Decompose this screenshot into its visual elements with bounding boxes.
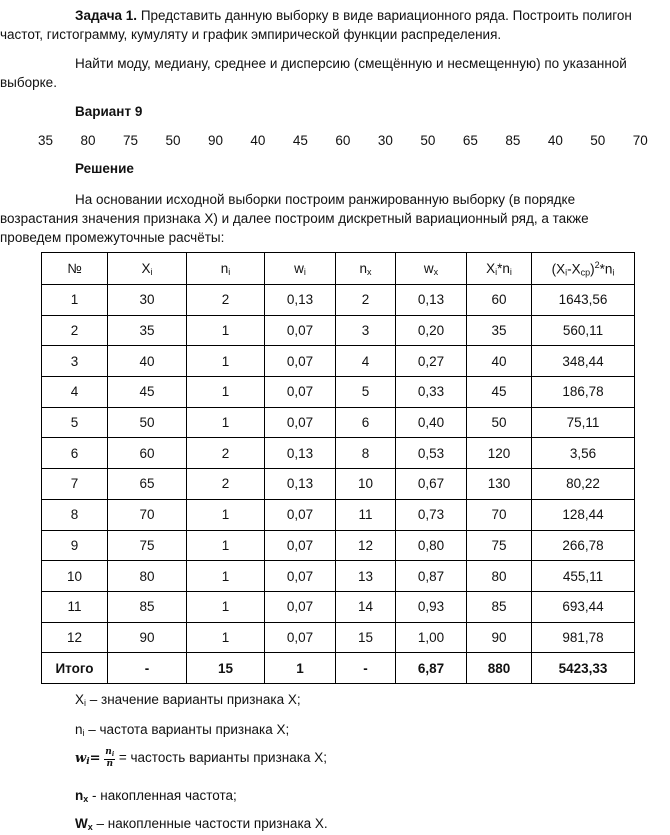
- table-cell: 75: [467, 530, 532, 561]
- sample-value: 65: [462, 133, 478, 148]
- table-cell: 1: [187, 561, 265, 592]
- table-cell: 0,07: [265, 407, 336, 438]
- total-cell: Итого: [42, 653, 108, 684]
- table-cell: 1: [187, 346, 265, 377]
- sample-value: 50: [165, 133, 181, 148]
- table-row: [42, 499, 635, 530]
- table-cell: 1: [187, 530, 265, 561]
- table-cell: 1: [187, 591, 265, 622]
- table-cell: 75,11: [532, 407, 635, 438]
- table-cell: 5: [42, 407, 108, 438]
- table-cell: 0,07: [265, 561, 336, 592]
- table-cell: 80,22: [532, 469, 635, 500]
- table-row: [42, 591, 635, 622]
- header-no: №: [42, 253, 108, 285]
- table-cell: 0,20: [396, 315, 467, 346]
- table-cell: 9: [42, 530, 108, 561]
- table-row: [42, 622, 635, 653]
- table-cell: 0,07: [265, 315, 336, 346]
- table-row: [42, 407, 635, 438]
- table-cell: 85: [108, 591, 187, 622]
- table-cell: 1: [187, 622, 265, 653]
- table-cell: 455,11: [532, 561, 635, 592]
- table-row: [42, 346, 635, 377]
- table-cell: 266,78: [532, 530, 635, 561]
- total-cell: 6,87: [396, 653, 467, 684]
- table-row: [42, 377, 635, 408]
- table-cell: 348,44: [532, 346, 635, 377]
- table-cell: 2: [42, 315, 108, 346]
- table-cell: 50: [108, 407, 187, 438]
- legend-wi: $w_i=$ $\frac{n_i}{n}$ = частость варианты признака X;: [75, 747, 327, 769]
- sample-value: 35: [38, 133, 54, 148]
- table-cell: 8: [336, 438, 396, 469]
- table-cell: 65: [108, 469, 187, 500]
- sample-value: 80: [80, 133, 96, 148]
- task-paragraph: [0, 6, 670, 44]
- table-cell: 128,44: [532, 499, 635, 530]
- table-cell: 45: [108, 377, 187, 408]
- variant-heading: Вариант 9: [75, 104, 143, 119]
- sample-value: 85: [505, 133, 521, 148]
- table-cell: 3: [336, 315, 396, 346]
- task-line4: выборке.: [0, 75, 57, 90]
- table-cell: 0,13: [265, 469, 336, 500]
- table-cell: 5: [336, 377, 396, 408]
- total-cell: 880: [467, 653, 532, 684]
- table-cell: 8: [42, 499, 108, 530]
- header-xi-ni: $X_i*n_i$: [467, 253, 532, 285]
- table-cell: 14: [336, 591, 396, 622]
- table-cell: 10: [336, 469, 396, 500]
- table-cell: 120: [467, 438, 532, 469]
- table-cell: 75: [108, 530, 187, 561]
- variation-series-table: [41, 252, 635, 684]
- sample-value: 70: [632, 133, 648, 148]
- sample-value: 40: [547, 133, 563, 148]
- task-line3: Найти моду, медиану, среднее и дисперсию (смещённую и несмещенную) по указанной: [75, 56, 627, 71]
- table-cell: 981,78: [532, 622, 635, 653]
- table-cell: 0,80: [396, 530, 467, 561]
- table-cell: 0,53: [396, 438, 467, 469]
- table-cell: 4: [336, 346, 396, 377]
- table-cell: 11: [42, 591, 108, 622]
- table-cell: 6: [42, 438, 108, 469]
- sample-value: 60: [335, 133, 351, 148]
- table-cell: 30: [108, 285, 187, 316]
- table-cell: 1: [187, 499, 265, 530]
- table-cell: 12: [42, 622, 108, 653]
- sample-value: 30: [377, 133, 393, 148]
- total-cell: -: [108, 653, 187, 684]
- table-cell: 10: [42, 561, 108, 592]
- table-cell: 0,73: [396, 499, 467, 530]
- legend-ni: $n_i$ – частота варианты признака X;: [75, 722, 290, 738]
- table-cell: 12: [336, 530, 396, 561]
- table-cell: 0,07: [265, 622, 336, 653]
- legend-xi: $X_i$ – значение варианты признака X;: [75, 692, 301, 708]
- table-cell: 90: [467, 622, 532, 653]
- header-ni: $n_i$: [187, 253, 265, 285]
- table-row: [42, 315, 635, 346]
- sample-value: 50: [420, 133, 436, 148]
- table-cell: 0,33: [396, 377, 467, 408]
- table-cell: 7: [42, 469, 108, 500]
- table-cell: 40: [467, 346, 532, 377]
- table-cell: 560,11: [532, 315, 635, 346]
- header-squared-deviation: $(X_i-X_{ср})^2*n_i$: [532, 253, 635, 285]
- sample-value: 75: [122, 133, 138, 148]
- table-cell: 0,93: [396, 591, 467, 622]
- header-nx: $n_x$: [336, 253, 396, 285]
- table-cell: 40: [108, 346, 187, 377]
- sample-value: 50: [590, 133, 606, 148]
- table-cell: 0,07: [265, 591, 336, 622]
- solution-paragraph: На основании исходной выборки построим ранжированную выборку (в порядке возрастания значения признака X) и далее построим дискретный вариационный ряд, а также проведем промежуточные расчёты:: [0, 192, 589, 245]
- table-cell: 60: [108, 438, 187, 469]
- legend-wx: $W_x$ – накопленные частости признака X.: [75, 816, 328, 832]
- table-cell: 1,00: [396, 622, 467, 653]
- table-total-row: [42, 653, 635, 684]
- task-line2: частот, гистограмму, кумуляту и график эмпирической функции распределения.: [0, 27, 502, 42]
- sample-value: 40: [250, 133, 266, 148]
- table-cell: 60: [467, 285, 532, 316]
- solution-heading: Решение: [75, 161, 134, 176]
- table-cell: 85: [467, 591, 532, 622]
- table-cell: 0,13: [265, 285, 336, 316]
- table-cell: 35: [467, 315, 532, 346]
- table-cell: 2: [187, 469, 265, 500]
- total-cell: 1: [265, 653, 336, 684]
- header-wx: $w_x$: [396, 253, 467, 285]
- sample-value: 90: [207, 133, 223, 148]
- table-row: [42, 469, 635, 500]
- table-row: [42, 530, 635, 561]
- table-cell: 80: [467, 561, 532, 592]
- table-cell: 0,67: [396, 469, 467, 500]
- fraction-ni-over-n: $\frac{n_i}{n}$: [105, 747, 115, 769]
- task-paragraph-2: [0, 54, 670, 92]
- table-cell: 2: [336, 285, 396, 316]
- table-cell: 50: [467, 407, 532, 438]
- table-row: [42, 285, 635, 316]
- table-cell: 15: [336, 622, 396, 653]
- legend-nx: $n_x$ - накопленная частота;: [75, 788, 237, 804]
- table-cell: 0,87: [396, 561, 467, 592]
- task-line1: Представить данную выборку в виде вариационного ряда. Построить полигон: [137, 8, 632, 23]
- table-cell: 1: [187, 315, 265, 346]
- table-cell: 186,78: [532, 377, 635, 408]
- table-cell: 3: [42, 346, 108, 377]
- table-cell: 45: [467, 377, 532, 408]
- table-cell: 13: [336, 561, 396, 592]
- table-cell: 0,07: [265, 530, 336, 561]
- table-cell: 0,13: [396, 285, 467, 316]
- table-cell: 35: [108, 315, 187, 346]
- table-cell: 0,13: [265, 438, 336, 469]
- table-cell: 80: [108, 561, 187, 592]
- header-xi: $X_i$: [108, 253, 187, 285]
- table-cell: 70: [108, 499, 187, 530]
- table-cell: 130: [467, 469, 532, 500]
- table-cell: 0,07: [265, 346, 336, 377]
- table-cell: 6: [336, 407, 396, 438]
- table-cell: 90: [108, 622, 187, 653]
- sample-value: 45: [292, 133, 308, 148]
- table-header-row: [42, 253, 635, 285]
- table-cell: 693,44: [532, 591, 635, 622]
- table-cell: 2: [187, 285, 265, 316]
- table-cell: 0,07: [265, 499, 336, 530]
- table-row: [42, 438, 635, 469]
- total-cell: -: [336, 653, 396, 684]
- table-cell: 0,40: [396, 407, 467, 438]
- table-cell: 4: [42, 377, 108, 408]
- total-cell: 15: [187, 653, 265, 684]
- table-row: [42, 561, 635, 592]
- table-cell: 70: [467, 499, 532, 530]
- sample-values: [38, 133, 648, 148]
- table-cell: 2: [187, 438, 265, 469]
- table-cell: 1: [187, 377, 265, 408]
- table-cell: 1: [42, 285, 108, 316]
- header-wi: $w_i$: [265, 253, 336, 285]
- table-cell: 1643,56: [532, 285, 635, 316]
- table-cell: 0,27: [396, 346, 467, 377]
- table-cell: 0,07: [265, 377, 336, 408]
- total-cell: 5423,33: [532, 653, 635, 684]
- table-cell: 3,56: [532, 438, 635, 469]
- task-title: Задача 1.: [75, 8, 138, 23]
- table-cell: 11: [336, 499, 396, 530]
- table-cell: 1: [187, 407, 265, 438]
